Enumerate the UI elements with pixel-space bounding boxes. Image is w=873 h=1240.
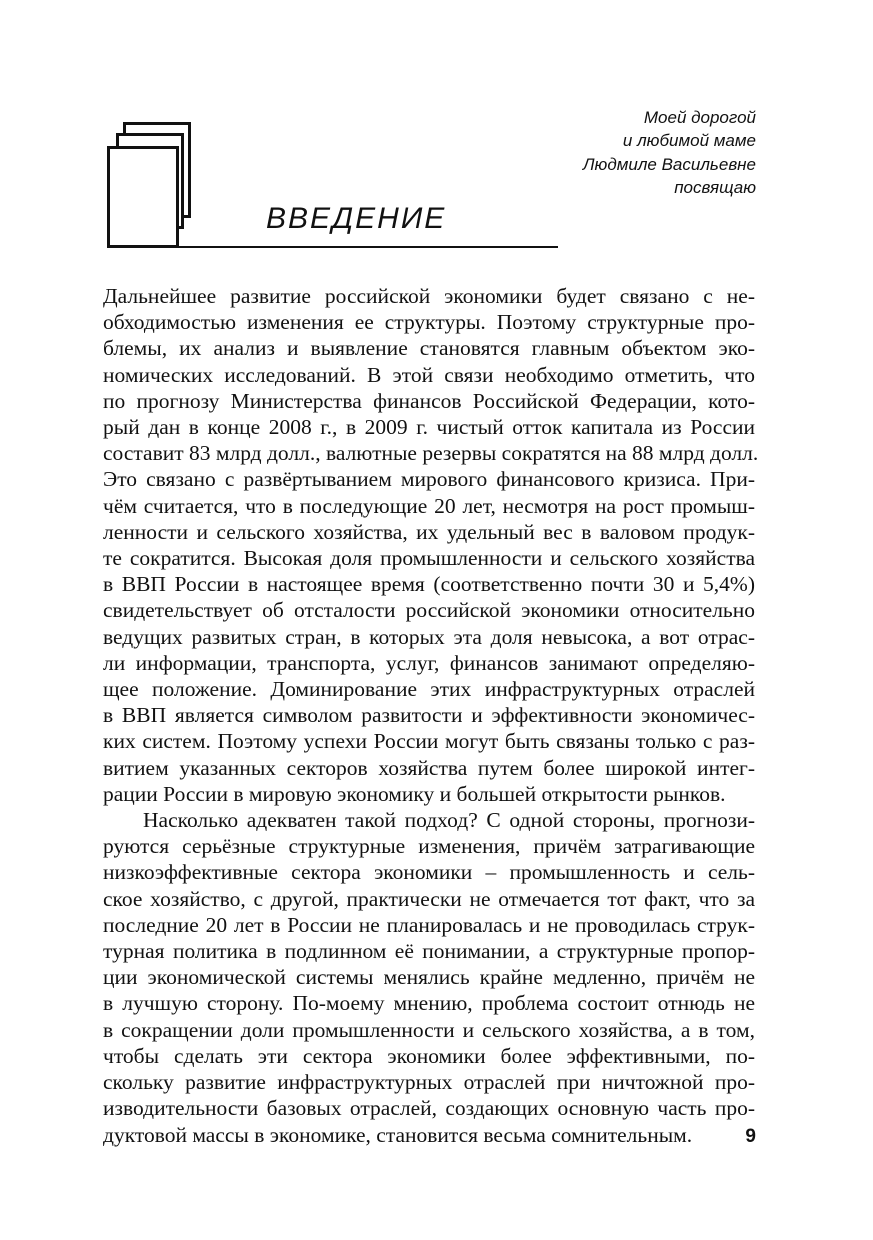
paragraph-line: ких систем. Поэтому успехи России могут быть связаны только с раз- [103,729,755,754]
dedication-line: Моей дорогой [643,108,756,127]
paragraph-line: в ВВП России в настоящее время (соответственно почти 30 и 5,4%) [103,572,755,597]
paragraph-line: номических исследований. В этой связи необходимо отметить, что [103,362,755,387]
paragraph-line: скольку развитие инфраструктурных отраслей при ничтожной про- [103,1070,755,1095]
dedication-line: посвящаю [674,177,756,197]
paragraph-line: те сократится. Высокая доля промышленности и сельского хозяйства [103,546,755,571]
paragraph-line: изводительности базовых отраслей, создающих основную часть про- [103,1096,755,1121]
paragraph [103,807,755,1148]
page-number: 9 [745,1126,756,1147]
paragraph-line: ленности и сельского хозяйства, их удельный вес в валовом продук- [103,519,755,544]
paragraph-line: обходимостью изменения ее структуры. Поэтому структурные про- [103,310,755,335]
dedication [456,106,756,199]
paragraph-line: Дальнейшее развитие российской экономики будет связано с не- [103,284,755,308]
dedication-line: Людмиле Васильевне [582,154,756,174]
paragraph-line: ли информации, транспорта, услуг, финансов занимают определяю- [103,650,755,675]
paragraph-line: по прогнозу Министерства финансов Российской Федерации, кото- [103,388,755,413]
paragraph-line: турная политика в подлинном её понимании, а структурные пропор- [103,939,755,964]
paragraph-line: чтобы сделать эти сектора экономики более эффективными, по- [103,1043,755,1068]
paragraph-line: чём считается, что в последующие 20 лет, несмотря на рост промыш- [103,493,755,518]
paragraph-line: в сокращении доли промышленности и сельского хозяйства, а в том, [103,1017,755,1042]
paragraph-line: руются серьёзные структурные изменения, причём затрагивающие [103,834,755,859]
paragraph-line: Насколько адекватен такой подход? С одной стороны, прогнози- [143,808,755,833]
paragraph-line: щее положение. Доминирование этих инфраструктурных отраслей [103,677,755,702]
document-stack-icon [103,120,213,250]
paragraph-line: рации России в мировую экономику и большей открытости рынков. [103,781,726,806]
paragraph-line: витием указанных секторов хозяйства путем более широкой интег- [103,755,755,780]
paragraph-line: ции экономической системы менялись крайне медленно, причём не [103,965,755,990]
paragraph-line: составит 83 млрд долл., валютные резервы сократятся на 88 млрд долл. [103,441,759,466]
paragraph-line: в ВВП является символом развитости и эффективности экономичес- [103,703,755,728]
paragraph-line: последние 20 лет в России не планировалась и не проводилась струк- [103,912,755,937]
body-text [103,283,759,1148]
paragraph-line: рый дан в конце 2008 г., в 2009 г. чистый отток капитала из России [103,415,755,440]
paragraph [103,283,759,807]
paragraph-line: в лучшую сторону. По-моему мнению, проблема состоит отнюдь не [103,991,755,1016]
paragraph-line: ведущих развитых стран, в которых эта доля невысока, а вот отрас- [103,624,755,649]
title-underline [176,246,558,248]
chapter-title: ВВЕДЕНИЕ [266,202,447,235]
paragraph-line: низкоэффективные сектора экономики – промышленность и сель- [103,860,755,885]
paragraph-line: ское хозяйство, с другой, практически не отмечается тот факт, что за [103,886,755,911]
paragraph-line: свидетельствует об отсталости российской экономики относительно [103,598,755,623]
dedication-line: и любимой маме [622,131,756,151]
paragraph-line: дуктовой массы в экономике, становится весьма сомнительным. [103,1122,693,1147]
paragraph-line: блемы, их анализ и выявление становятся главным объектом эко- [103,336,755,361]
paragraph-line: Это связано с развёртыванием мирового финансового кризиса. При- [103,467,755,492]
sheet-front [107,146,179,248]
